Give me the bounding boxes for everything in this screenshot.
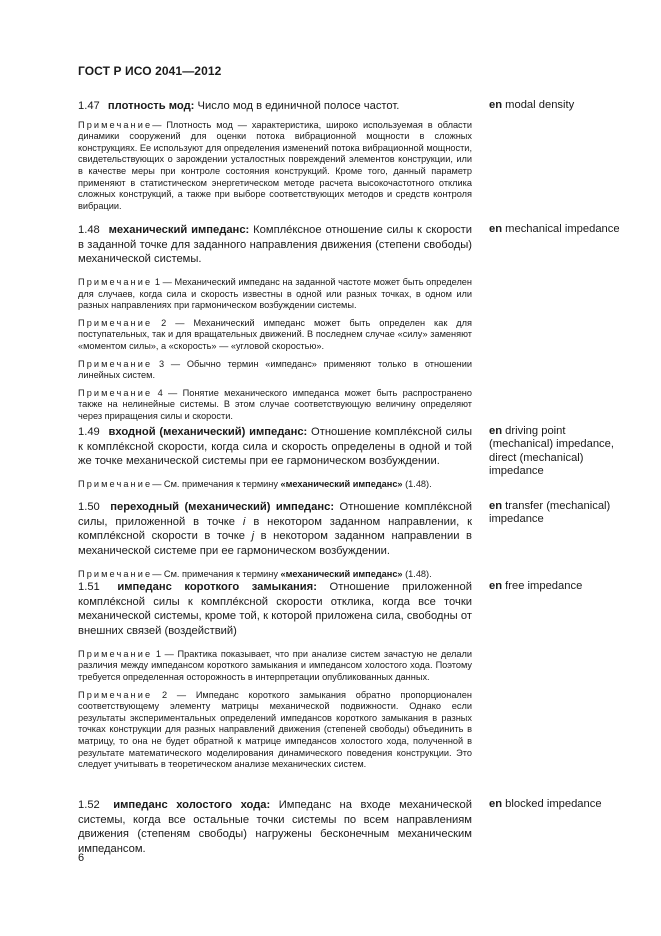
definition-text: Отношение приложенной комплéксной силы к комплéксной скорости отклика, когда все точки механической системы, кроме той, к которой приложена сила, свободны от внешних связей (воздействий) [78,581,472,638]
note-label: Примечание [78,387,153,398]
term-number: 1.48 [78,224,100,236]
term-definition [78,99,472,114]
term-definition [78,798,472,857]
en-term: mechanical impedance [505,223,620,235]
note-label: Примечание [78,119,153,130]
note-label: Примечание [78,648,153,659]
term-number: 1.47 [78,100,100,112]
note-text: 1 — Механический импеданс на заданной частоте может быть определен для случаев, когда сила и скорость известны в одной или разных точках, в одном или разных направлениях при гармоническом возбуждении системы. [78,277,472,311]
point-variable: j [251,530,255,543]
note [78,690,472,771]
note [78,479,472,491]
term-definition [78,223,472,267]
en-term: driving point (mechanical) impedance, direct (mechanical) impedance [489,425,614,478]
note-text: 2 — Механический импеданс может быть определен как для поступательных, так и для вращательных движений. В последнем случае «силу» заменяют «моментом силы», а «скорость» — «угловой скоростью». [78,317,472,352]
entry-1-51 [78,580,472,771]
term-definition [78,500,472,559]
term-name: плотность мод: [107,100,195,112]
note-text-post: (1.48). [402,479,432,490]
lang-code: en [489,99,503,111]
note-text-pre: — См. примечания к термину [152,568,281,579]
en-term: modal density [505,99,575,111]
en-term: free impedance [505,580,583,592]
en-equivalent-1-52 [489,798,625,811]
entry-1-49 [78,425,472,491]
definition-text: Комплéксное отношение силы к скорости в заданной точке для заданного направления движения (степени свободы) механической системы. [78,224,473,266]
note-text: — Плотность мод — характеристика, широко используемая в области динамики сооружений для оценки потока вибрационной мощности в сложных конструкциях. Ее используют для определения изменений потока вибрационной мощности, свидетельствующих о зарождении усталостных повреждений элементов конструкции, или в качестве меры при контроле состояния конструкций. Кроме того, данный параметр применяют в статистическом энергетическом методе расчета высокочастотного отклика сложных конструкций, а также при выборе соответствующих методов и средств контроля вибрации. [78,119,472,211]
note-text: 3 — Обычно термин «импеданс» применяют только в отношении линейных систем. [78,358,472,381]
definition-text: Импеданс на входе механической системы, когда все остальные точки системы по всем направлениям движения (степеням свободы) нагружены бесконечным механическим импедансом. [78,799,472,856]
definition-text: Отношение комплéксной силы, приложенной в точке [78,501,473,528]
term-name: импеданс холостого хода: [113,799,271,811]
term-number: 1.52 [78,799,100,811]
note [78,388,472,423]
en-term: blocked impedance [505,798,602,810]
term-name: механический импеданс: [108,224,250,236]
term-number: 1.49 [78,426,100,438]
lang-code: en [489,425,503,437]
en-equivalent-1-51 [489,580,625,593]
term-definition [78,580,472,639]
note-text-pre: — См. примечания к термину [152,479,281,490]
term-definition [78,425,472,469]
en-equivalent-1-50 [489,500,625,527]
en-equivalent-1-47 [489,99,625,112]
page-header: ГОСТ Р ИСО 2041—2012 [78,64,222,78]
lang-code: en [489,500,503,512]
note-label: Примечание [78,689,153,700]
note-label: Примечание [78,317,153,328]
page-number: 6 [78,852,85,864]
note [78,359,472,382]
term-name: импеданс короткого замыкания: [117,581,317,593]
entry-1-47 [78,99,472,212]
lang-code: en [489,580,503,592]
lang-code: en [489,798,503,810]
note-text: 1 — Практика показывает, что при анализе систем зачастую не делали различия между импедансом короткого замыкания и импедансом холостого хода. Поэтому требуется определенная осторожность в интерпретации опубликованных данных. [78,648,472,682]
note [78,318,472,353]
en-equivalent-1-49 [489,425,625,479]
definition-text: в некотором заданном направлении, к комплéксной скорости в точке [78,515,472,543]
term-number: 1.50 [78,501,100,513]
note [78,277,472,312]
entry-1-52 [78,798,472,857]
entry-1-50 [78,500,472,580]
term-number: 1.51 [78,581,100,593]
note-label: Примечание [78,277,153,288]
note-label: Примечание [78,479,153,490]
note [78,120,472,213]
entry-1-48 [78,223,472,423]
note-label: Примечание [78,568,153,579]
note [78,569,472,581]
note-term-ref: «механический импеданс» [280,479,403,490]
note [78,649,472,684]
definition-text: в некотором заданном направлении в механической системе при ее гармоническом возбуждении. [78,530,472,558]
definition-text: Число мод в единичной полосе частот. [197,100,400,112]
en-equivalent-1-48 [489,223,625,236]
en-term: transfer (mechanical) impedance [489,500,611,526]
note-term-ref: «механический импеданс» [280,568,403,579]
lang-code: en [489,223,503,235]
note-label: Примечание [78,358,153,369]
term-name: переходный (механический) импеданс: [110,501,335,513]
definition-text: Отношение комплéксной силы к комплéксной скорости, когда сила и скорость определены в одной и той же точке механической системы при ее гармоническом возбуждении. [78,426,473,468]
term-name: входной (механический) импеданс: [108,426,308,438]
note-text: 2 — Импеданс короткого замыкания обратно пропорционален соответствующему элементу матрицы механической подвижности. Однако если результаты экспериментальных определений импедансов короткого замыкания в разных точках конструкции для разных направлений движения (степеней свободы) объединить в матрицу, то она не будет обратной к матрице импедансов холостого хода, полученной в результате математического моделирования динамического поведения конструкции. Это следует учитывать в теоретическом анализе механических систем. [78,689,472,770]
note-text: 4 — Понятие механического импеданса может быть распространено также на нелинейные системы. В этом случае соответствующую величину определяют через приращения силы и скорости. [78,387,472,422]
note-text-post: (1.48). [402,568,432,579]
point-variable: i [242,515,246,528]
